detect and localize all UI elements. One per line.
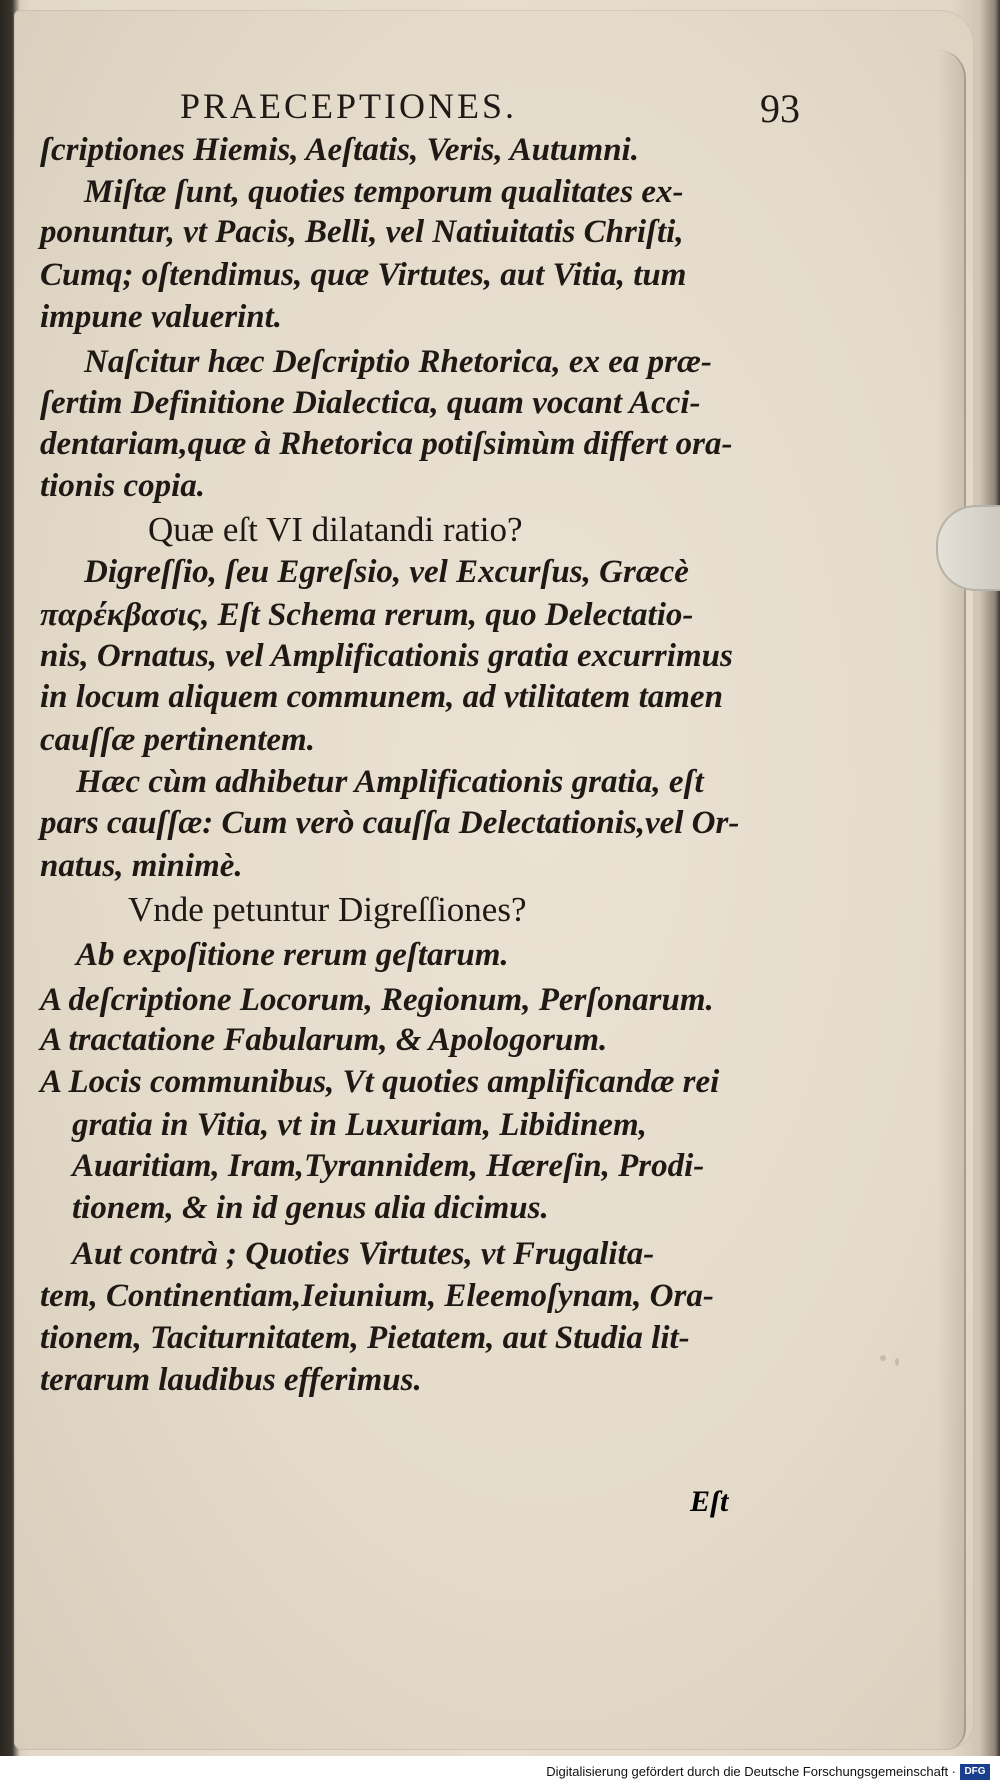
running-head: PRAECEPTIONES.	[180, 86, 518, 126]
catchword: Eſt	[690, 1485, 729, 1518]
text-line: Aut contrà ; Quoties Virtutes, vt Frugalita-	[72, 1236, 655, 1272]
text-line: Auaritiam, Iram,Tyrannidem, Hæreſin, Prodi-	[72, 1148, 705, 1184]
text-line: tionis copia.	[40, 468, 206, 504]
text-line: Miſtæ ſunt, quoties temporum qualitates ex-	[84, 174, 684, 210]
stain	[880, 1355, 886, 1361]
text-line: Naſcitur hæc Deſcriptio Rhetorica, ex ea præ-	[84, 344, 712, 380]
text-line: natus, minimè.	[40, 848, 243, 884]
text-line: nis, Ornatus, vel Amplificationis gratia excurrimus	[40, 638, 733, 674]
text-line: ſcriptiones Hiemis, Aeſtatis, Veris, Autumni.	[40, 132, 639, 168]
page-clip	[936, 505, 1000, 591]
page-number: 93	[760, 86, 800, 131]
stain	[895, 1358, 899, 1366]
page-header	[180, 85, 820, 135]
text-line: Digreſſio, ſeu Egreſsio, vel Excurſus, Græcè	[84, 554, 689, 590]
text-line: Hæc cùm adhibetur Amplificationis gratia, eſt	[76, 764, 704, 800]
text-line: in locum aliquem communem, ad vtilitatem tamen	[40, 679, 723, 715]
text-line: Ab expoſitione rerum geſtarum.	[76, 937, 509, 973]
text-line: tem, Continentiam,Ieiunium, Eleemoſynam, Ora-	[40, 1278, 714, 1314]
footer-bar	[0, 1756, 1000, 1790]
text-line: ſertim Definitione Dialectica, quam vocant Acci-	[40, 385, 701, 421]
question-line: Vnde petuntur Digreſſiones?	[128, 890, 527, 929]
text-line: cauſſæ pertinentem.	[40, 722, 315, 758]
text-line: pars cauſſæ: Cum verò cauſſa Delectationis,vel Or-	[40, 805, 740, 841]
text-line: ponuntur, vt Pacis, Belli, vel Natiuitatis Chriſti,	[40, 214, 684, 250]
text-line: gratia in Vitia, vt in Luxuriam, Libidinem,	[72, 1107, 647, 1143]
text-line: παρέκβασις, Eſt Schema rerum, quo Delectatio-	[40, 597, 694, 633]
text-line: tionem, & in id genus alia dicimus.	[72, 1190, 549, 1226]
question-line: Quæ eſt VI dilatandi ratio?	[148, 510, 523, 549]
page-edge	[938, 50, 966, 1750]
text-line: impune valuerint.	[40, 299, 283, 335]
text-line: Cumq; oſtendimus, quæ Virtutes, aut Vitia, tum	[40, 257, 687, 293]
footer-credit: Digitalisierung gefördert durch die Deutsche Forschungsgemeinschaft ·	[546, 1764, 956, 1779]
text-line: terarum laudibus efferimus.	[40, 1362, 422, 1398]
text-line: A deſcriptione Locorum, Regionum, Perſonarum.	[40, 982, 714, 1018]
text-line: dentariam,quæ à Rhetorica potiſsimùm differt ora-	[40, 426, 733, 462]
text-line: tionem, Taciturnitatem, Pietatem, aut Studia lit-	[40, 1320, 690, 1356]
text-line: A tractatione Fabularum, & Apologorum.	[40, 1022, 608, 1058]
dfg-logo: DFG	[960, 1764, 990, 1780]
text-line: A Locis communibus, Vt quoties amplificandæ rei	[40, 1064, 720, 1100]
